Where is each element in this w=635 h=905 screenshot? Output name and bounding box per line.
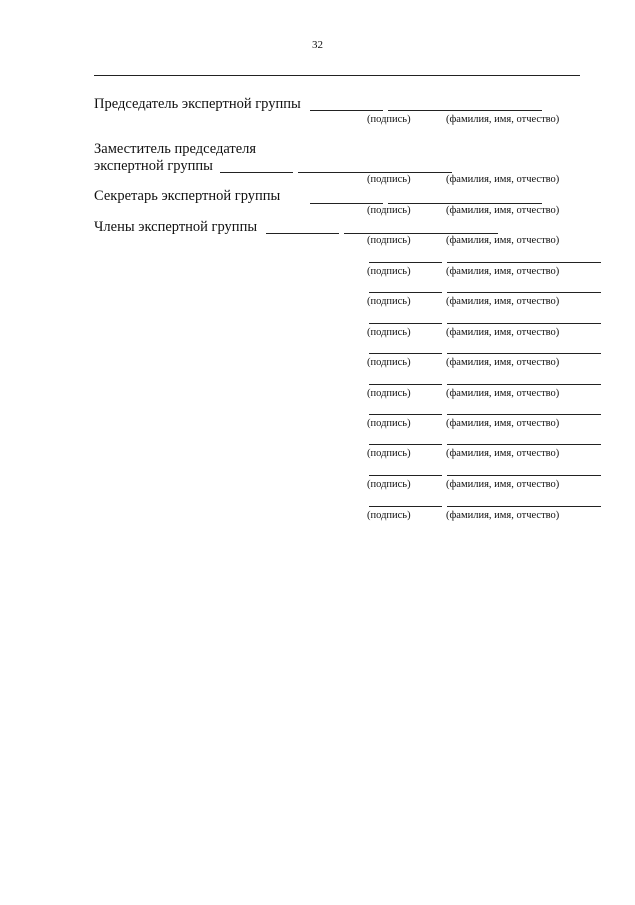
signature-caption: (подпись)	[367, 266, 411, 277]
deputy-chair-signature-line	[220, 172, 293, 173]
member-name-line	[447, 384, 601, 385]
member-signature-line	[369, 475, 442, 476]
deputy-chair-label-line2: экспертной группы	[94, 158, 213, 174]
member-name-line	[447, 262, 601, 263]
header-divider	[94, 75, 580, 76]
member-name-line	[447, 292, 601, 293]
member-signature-line	[369, 414, 442, 415]
member-signature-line	[369, 353, 442, 354]
full-name-caption: (фамилия, имя, отчество)	[446, 388, 560, 399]
secretary-signature-line	[310, 203, 383, 204]
secretary-label: Секретарь экспертной группы	[94, 188, 281, 204]
full-name-caption: (фамилия, имя, отчество)	[446, 418, 560, 429]
members-signature-line	[266, 233, 339, 234]
deputy-chair-name-line	[298, 172, 452, 173]
page-number: 32	[312, 39, 323, 51]
full-name-caption: (фамилия, имя, отчество)	[446, 174, 560, 185]
signature-caption: (подпись)	[367, 174, 411, 185]
full-name-caption: (фамилия, имя, отчество)	[446, 327, 560, 338]
signature-caption: (подпись)	[367, 510, 411, 521]
signature-caption: (подпись)	[367, 357, 411, 368]
full-name-caption: (фамилия, имя, отчество)	[446, 114, 560, 125]
member-name-line	[447, 353, 601, 354]
chair-name-line	[388, 110, 542, 111]
member-name-line	[447, 323, 601, 324]
signature-caption: (подпись)	[367, 418, 411, 429]
signature-caption: (подпись)	[367, 448, 411, 459]
deputy-chair-label-line1: Заместитель председателя	[94, 141, 257, 157]
full-name-caption: (фамилия, имя, отчество)	[446, 448, 560, 459]
members-label: Члены экспертной группы	[94, 219, 258, 235]
members-name-line	[344, 233, 498, 234]
full-name-caption: (фамилия, имя, отчество)	[446, 357, 560, 368]
member-name-line	[447, 506, 601, 507]
member-signature-line	[369, 506, 442, 507]
full-name-caption: (фамилия, имя, отчество)	[446, 479, 560, 490]
signature-caption: (подпись)	[367, 327, 411, 338]
full-name-caption: (фамилия, имя, отчество)	[446, 235, 560, 246]
signature-caption: (подпись)	[367, 479, 411, 490]
full-name-caption: (фамилия, имя, отчество)	[446, 510, 560, 521]
member-signature-line	[369, 384, 442, 385]
chair-signature-line	[310, 110, 383, 111]
signature-caption: (подпись)	[367, 235, 411, 246]
full-name-caption: (фамилия, имя, отчество)	[446, 296, 560, 307]
chair-label: Председатель экспертной группы	[94, 96, 301, 112]
full-name-caption: (фамилия, имя, отчество)	[446, 205, 560, 216]
member-name-line	[447, 444, 601, 445]
signature-caption: (подпись)	[367, 205, 411, 216]
signature-caption: (подпись)	[367, 296, 411, 307]
member-name-line	[447, 414, 601, 415]
signature-caption: (подпись)	[367, 388, 411, 399]
member-signature-line	[369, 292, 442, 293]
secretary-name-line	[388, 203, 542, 204]
member-name-line	[447, 475, 601, 476]
member-signature-line	[369, 444, 442, 445]
member-signature-line	[369, 323, 442, 324]
signature-caption: (подпись)	[367, 114, 411, 125]
member-signature-line	[369, 262, 442, 263]
full-name-caption: (фамилия, имя, отчество)	[446, 266, 560, 277]
